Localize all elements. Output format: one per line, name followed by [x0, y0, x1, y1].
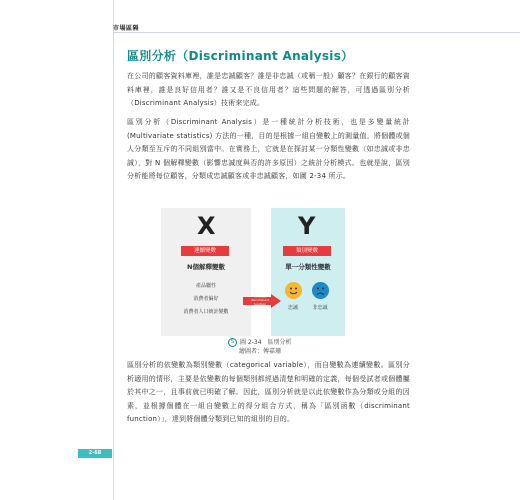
- figure-credit: 繪圖者：傅嘉珊: [238, 348, 281, 355]
- section-title: 區別分析（Discriminant Analysis）: [127, 49, 354, 63]
- happy-face-icon: [285, 282, 302, 299]
- caption-text: 圖 2-34 區別分析: [240, 339, 292, 346]
- arrow-label: 區別函數 discriminant function: [250, 294, 270, 306]
- tag-categorical: 類別變數: [283, 246, 331, 256]
- page-margin-rule: [113, 0, 114, 500]
- x-letter: X: [197, 212, 216, 240]
- header-divider: [113, 32, 520, 33]
- y-letter: Y: [298, 212, 316, 240]
- tag-continuous: 連續變數: [181, 246, 229, 256]
- page-number: 2-68: [78, 449, 112, 458]
- x-subtitle: N個解釋變數: [187, 263, 225, 271]
- non-loyal-label: 非忠誠: [312, 305, 328, 311]
- sad-face-icon: [312, 282, 329, 299]
- caption-badge-icon: S: [228, 338, 237, 347]
- y-subtitle: 單一分類性變數: [285, 263, 331, 271]
- x-item: 消費者偏好: [193, 296, 219, 302]
- paragraph-explanation: 區別分析的依變數為類別變數（categorical variable），而自變數為連續變數。區別分析適用的情形，主要是依變數的每個類別都經過清楚和明確的定義，每個受試者或個體屬於其中之一，且事前就已明確了解。因此，區別分析就是以此依變數作為分類或分組的因素，並根據個體在一組自變數上的得分組合方式，稱為「區別函數（discriminant function）」，達到將個體分類到已知的組別的目的。: [127, 361, 410, 423]
- running-head: 市場區隔: [113, 25, 140, 32]
- paragraph-definition: 區別分析（Discriminant Analysis）是一種統計分析技術，也是多變量統計(Multivariate statistics) 方法的一種，目的是根據一組自變數上的測量值，將個體或個人分類至互斥的不同組別當中。在實務上，它就是在探討某一分類性變數（如忠誠或非忠誠），對 N 個解釋變數（影響忠誠度與否的許多原因）之統計分析模式。也就是說，區別分析能將每位顧客，分類成忠誠顧客或非忠誠顧客，如圖 2-34 所示。: [127, 118, 410, 180]
- paragraph-intro: 在公司的顧客資料庫裡，誰是忠誠顧客？誰是非忠誠（或稱一般）顧客？在銀行的顧客資料庫裡，誰是良好信用者？誰又是不良信用者？這些問題的解答，可透過區別分析（Discriminant Analysis）技術來完成。: [127, 72, 410, 107]
- x-item: 產品屬性: [195, 283, 216, 289]
- loyal-label: 忠誠: [287, 305, 298, 311]
- figure-discriminant-analysis: [161, 208, 374, 336]
- x-item: 消費者人口統計變數: [183, 309, 229, 315]
